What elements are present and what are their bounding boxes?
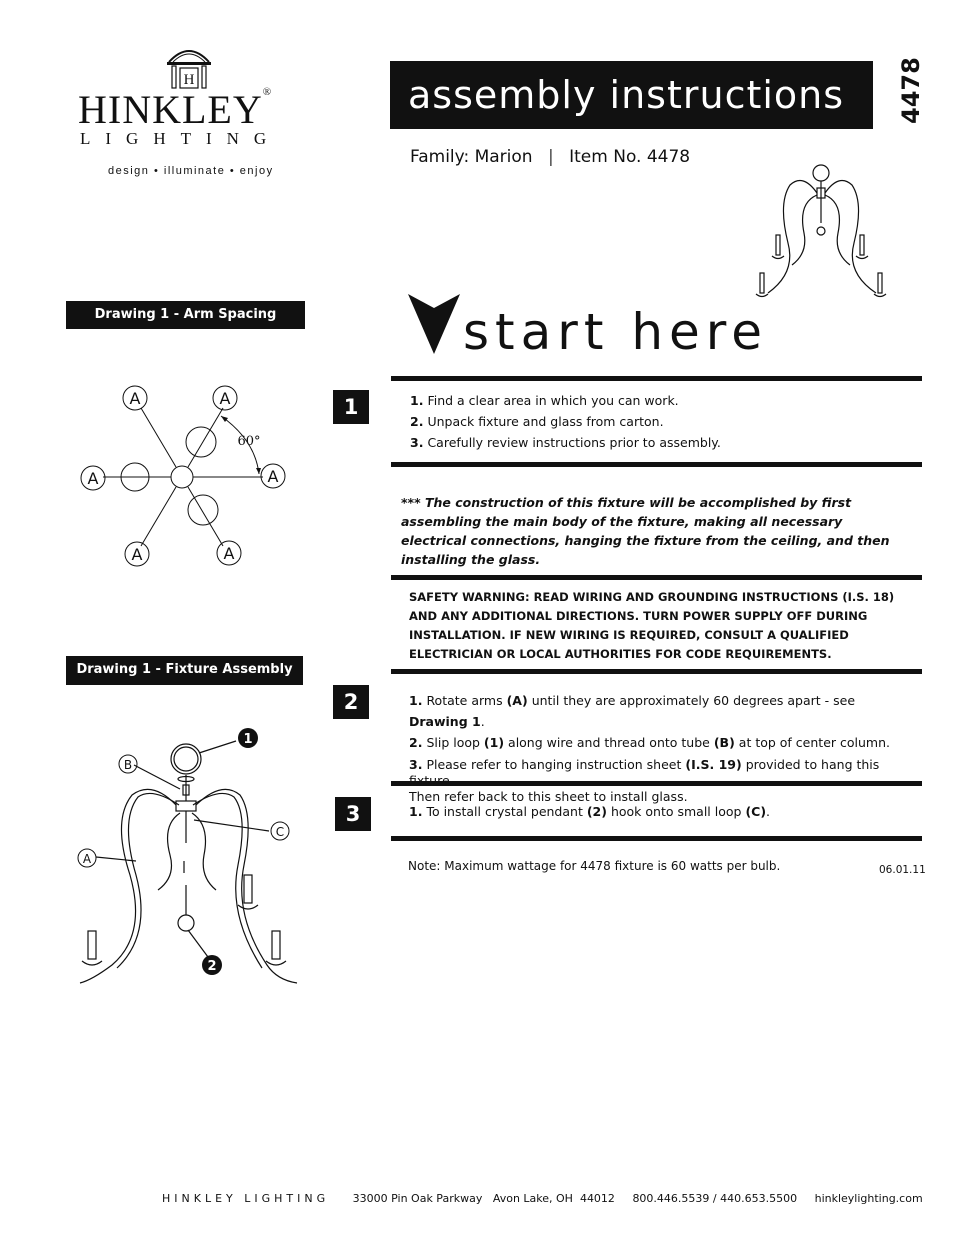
step-1-bottom-rule <box>391 462 922 467</box>
callout-1: 1 <box>243 732 253 747</box>
callout-2: 2 <box>207 959 217 974</box>
step-2-item-3: 3. Please refer to hanging instruction sheet (I.S. 19) provided to hang this Then refer back to this sheet to install glass. <box>409 757 880 804</box>
warning-bottom-rule <box>391 669 922 674</box>
step-1-item-3: 3. Carefully review instructions prior to assembly. <box>410 435 721 450</box>
brand-name: HINKLEY® <box>78 86 273 132</box>
angle-label: 60° <box>237 434 261 449</box>
step-2-item-2: 2. Slip loop (1) along wire and thread onto tube (B) at top of center column. <box>409 735 890 750</box>
arm-label-a3: A <box>87 469 99 488</box>
step-3-list <box>409 801 914 822</box>
step-1-item-1: 1. Find a clear area in which you can work. <box>410 393 679 408</box>
page-title: assembly instructions <box>390 61 873 129</box>
brand-sub: LIGHTING <box>80 129 282 148</box>
step-2-list <box>409 690 914 805</box>
arm-label-a5: A <box>131 545 143 564</box>
callout-a: A <box>82 852 92 866</box>
step-1-badge: 1 <box>333 390 369 424</box>
callout-c: C <box>275 825 285 839</box>
arm-label-a6: A <box>223 544 235 563</box>
footer-website[interactable]: hinkleylighting.com <box>814 1192 923 1205</box>
fixture-thumbnail <box>748 163 898 313</box>
warning-top-rule <box>391 575 922 580</box>
step-3-item-1: 1. To install crystal pendant (2) hook onto small loop (C). <box>409 804 771 819</box>
construction-note: *** The construction of this fixture will be accomplished by first assembling the main body of the fixture, making all necessary electrical connections, hanging the fixture from the ceiling, and then installing the glass. <box>401 495 890 567</box>
arm-spacing-diagram <box>75 382 305 572</box>
fixture-assembly-diagram <box>72 725 302 995</box>
step-3-badge: 3 <box>335 797 371 831</box>
footer <box>162 1192 923 1205</box>
brand-tagline: design • illuminate • enjoy <box>108 165 274 177</box>
callout-b: B <box>123 758 133 772</box>
step-2-badge: 2 <box>333 685 369 719</box>
step-3-bottom-rule <box>391 836 922 841</box>
footer-company: HINKLEY LIGHTING <box>162 1192 330 1205</box>
arm-label-a4: A <box>267 467 279 486</box>
drawing-arm-spacing-header: Drawing 1 - Arm Spacing <box>66 301 305 329</box>
footer-phone: 800.446.5539 / 440.653.5500 <box>632 1192 798 1205</box>
step-2-bottom-rule <box>391 781 922 786</box>
step-1-item-2: 2. Unpack fixture and glass from carton. <box>410 414 664 429</box>
family-line: Family: Marion | Item No. 4478 <box>410 147 691 167</box>
revision-date: 06.01.11 <box>879 864 926 876</box>
footer-address: 33000 Pin Oak Parkway Avon Lake, OH 44012 <box>352 1192 615 1205</box>
svg-text:H: H <box>183 72 195 88</box>
arm-label-a2: A <box>219 389 231 408</box>
wattage-note: Note: Maximum wattage for 4478 fixture is 60 watts per bulb. <box>408 859 781 873</box>
step-1-list <box>410 390 910 453</box>
start-here-heading: start here <box>463 303 769 361</box>
safety-warning: SAFETY WARNING: READ WIRING AND GROUNDING INSTRUCTIONS (I.S. 18) AND ANY ADDITIONAL DIRECTIONS. TURN POWER SUPPLY OFF DURING INSTALLATION. IF NEW WIRING IS REQUIRED, CONSULT A QUALIFIED ELECTRICIAN OR LOCAL AUTHORITIES FOR CODE REQUIREMENTS. <box>409 590 895 661</box>
step-2-item-1: 1. Rotate arms (A) until they are approximately 60 degrees apart - see Drawing 1. <box>409 693 856 729</box>
hinkley-crest-icon <box>163 44 215 90</box>
drawing-fixture-assembly-header: Drawing 1 - Fixture Assembly <box>66 656 303 685</box>
arm-label-a1: A <box>129 389 141 408</box>
item-number-vertical: 4478 <box>897 57 925 124</box>
start-arrow-icon <box>408 294 460 354</box>
step-1-top-rule <box>391 376 922 381</box>
